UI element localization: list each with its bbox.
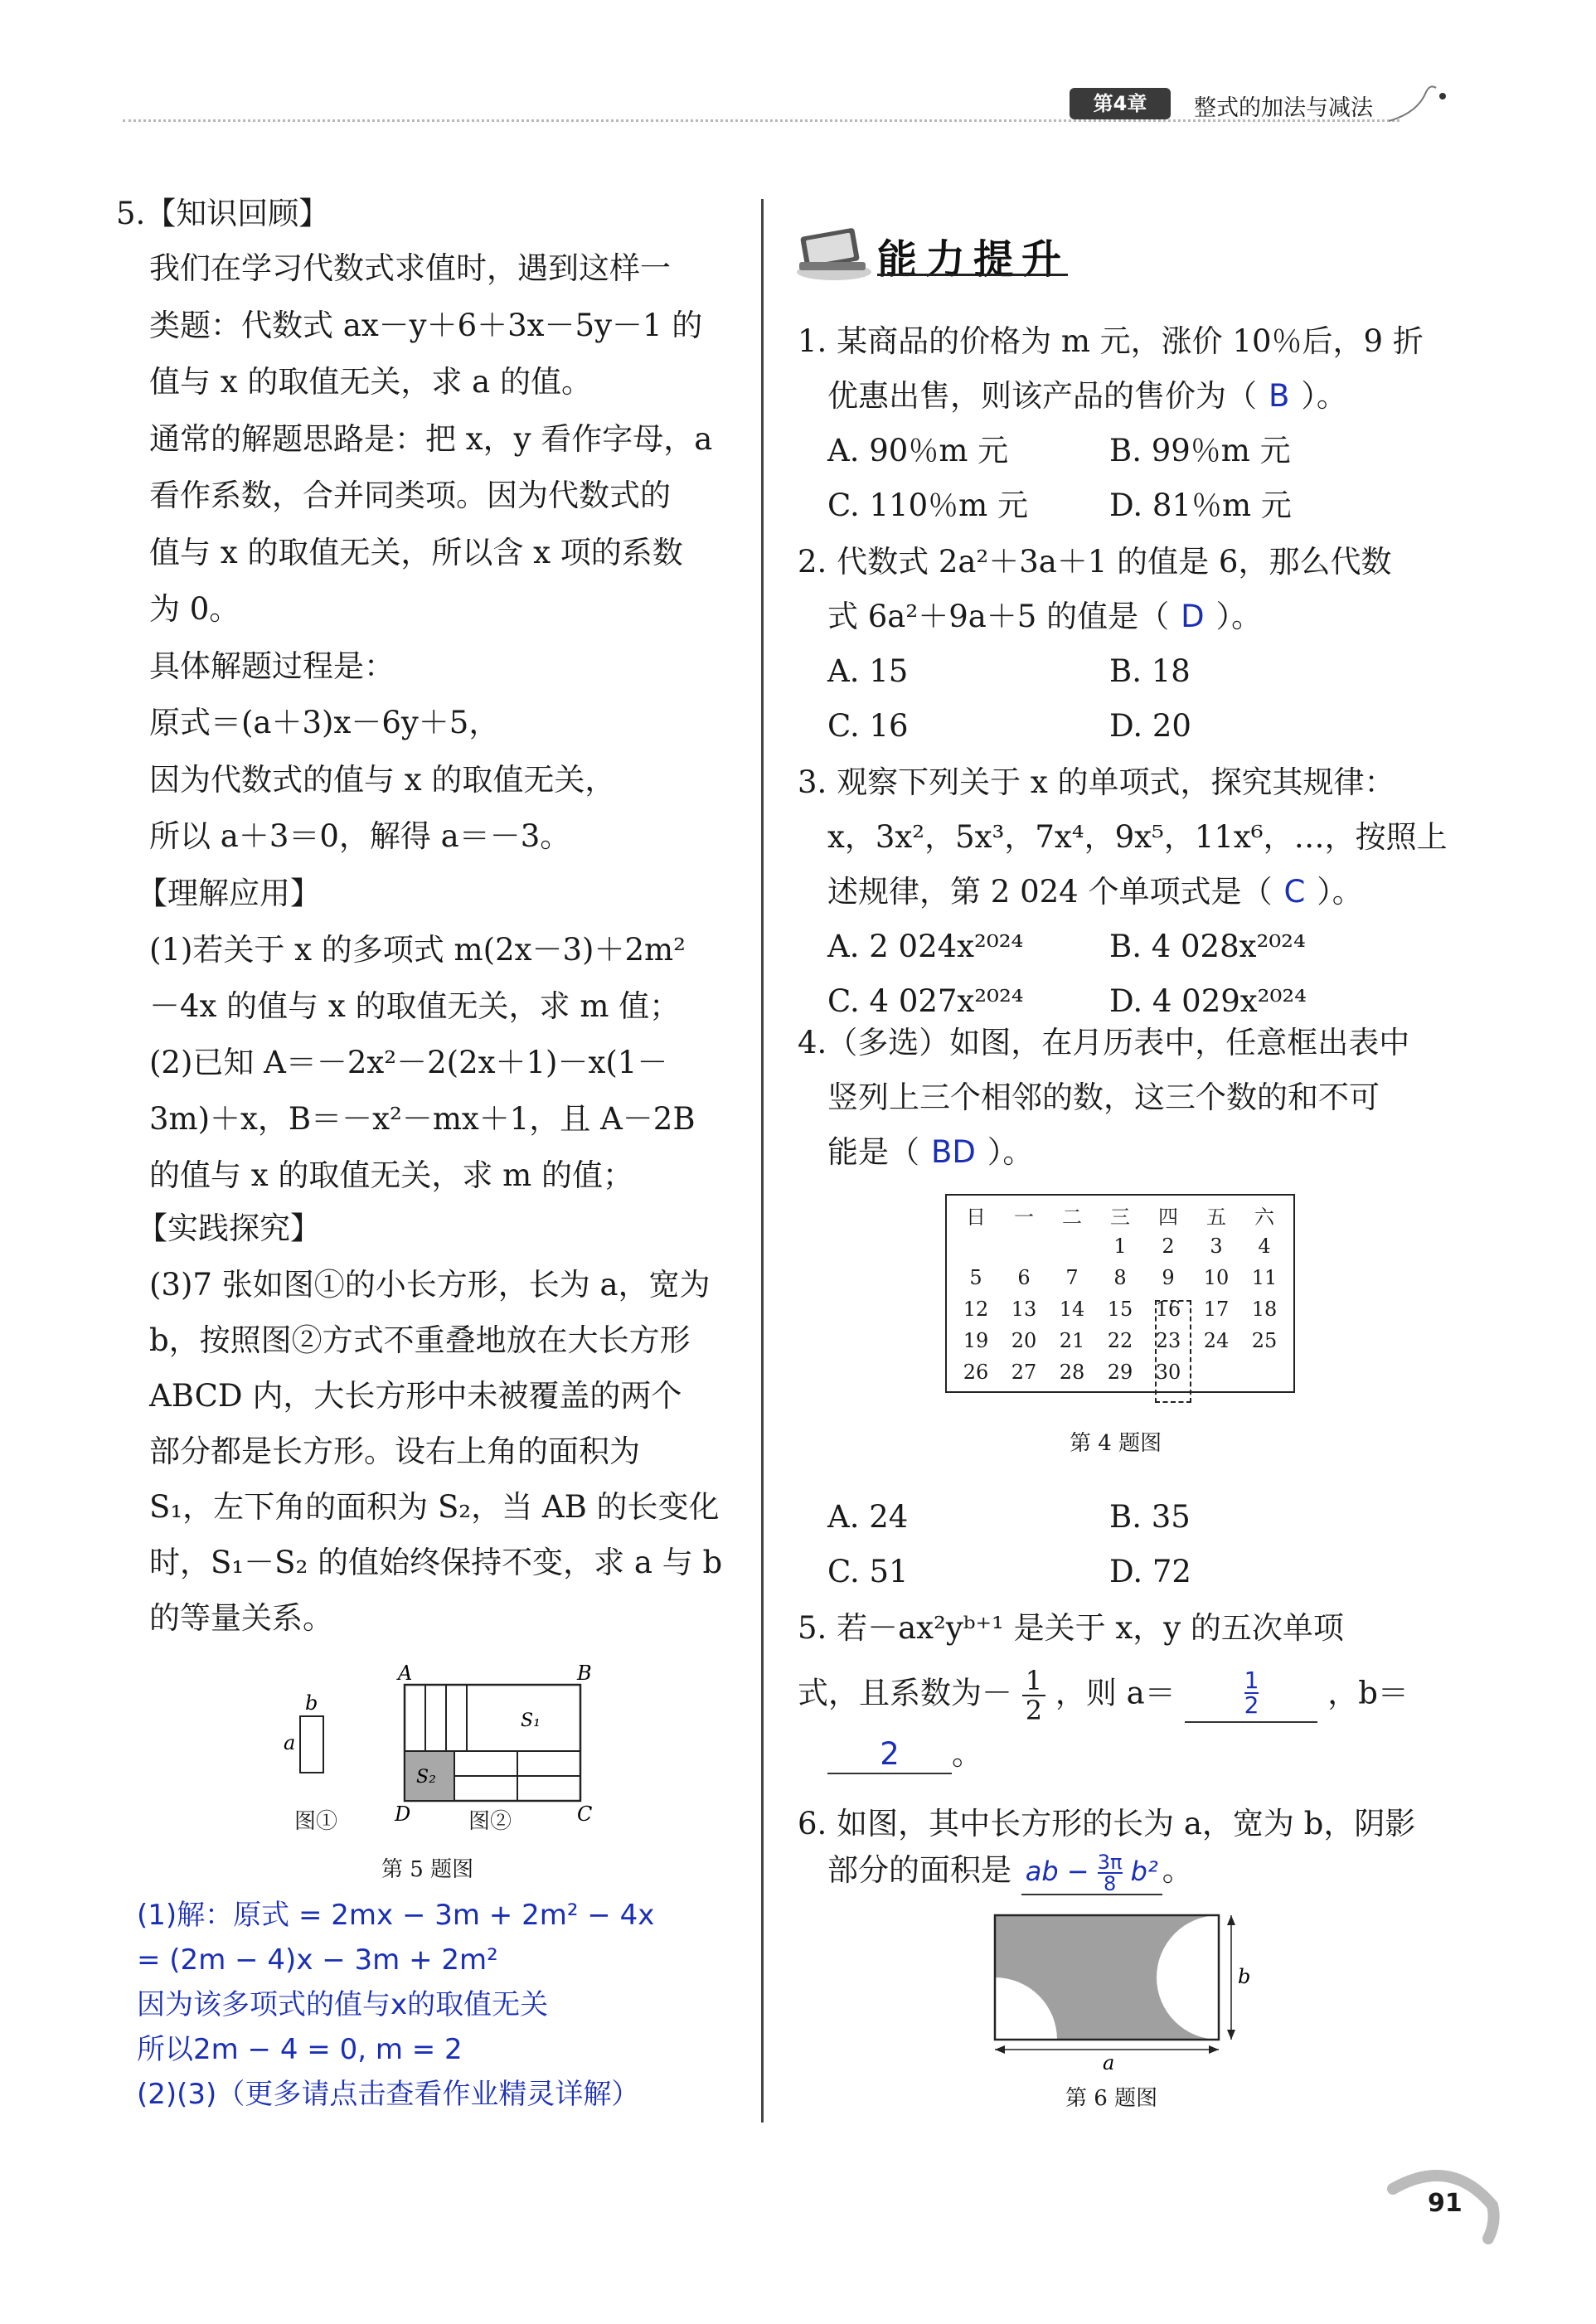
q4-line: 竖列上三个相邻的数，这三个数的和不可 <box>827 1080 1380 1115</box>
calendar-weekday: 一 <box>1014 1205 1034 1229</box>
q6-line2: 部分的面积是 ab − $\frac{3\pi}{8}$ b² 。 <box>827 1851 1193 1895</box>
calendar-day: 11 <box>1251 1266 1278 1289</box>
calendar-day: 27 <box>1011 1361 1037 1384</box>
q4-option-D: D. 72 <box>1109 1554 1191 1589</box>
fig2-caption: 图② <box>468 1809 512 1834</box>
calendar-day: 15 <box>1107 1298 1133 1321</box>
calendar-day: 8 <box>1113 1266 1127 1289</box>
calendar-day <box>952 1230 1000 1262</box>
calendar-day: 4 <box>1258 1235 1271 1258</box>
review-line: 为 0。 <box>149 591 240 627</box>
calendar-day: 2 <box>1162 1235 1175 1258</box>
option-A: A. 2 024x²⁰²⁴ <box>827 929 1024 964</box>
review-line: 具体解题过程是： <box>149 648 395 684</box>
fig2-label-S1: S₁ <box>521 1710 541 1731</box>
understand-line: －4x 的值与 x 的取值无关，求 m 值； <box>149 988 681 1024</box>
q6-label-a: a <box>1103 2051 1115 2073</box>
calendar-day <box>1240 1356 1288 1388</box>
calendar-day: 26 <box>963 1361 989 1384</box>
review-line: 原式＝(a＋3)x－6y＋5， <box>149 705 500 740</box>
calendar-day: 7 <box>1065 1266 1079 1289</box>
option-D: D. 4 029x²⁰²⁴ <box>1109 983 1307 1019</box>
q6-answer: ab − $\frac{3\pi}{8}$ b² <box>1021 1852 1162 1895</box>
review-line: 类题：代数式 ax－y＋6＋3x－5y－1 的 <box>149 307 703 343</box>
option-C: C. 16 <box>827 708 909 744</box>
practice-line: 时，S₁－S₂ 的值始终保持不变，求 a 与 b <box>149 1545 723 1580</box>
calendar-dashed-frame <box>1155 1300 1191 1403</box>
practice-line: ABCD 内，大长方形中未被覆盖的两个 <box>149 1378 682 1414</box>
review-line: 我们在学习代数式求值时，遇到这样一 <box>149 250 671 286</box>
column-divider <box>761 199 764 2123</box>
practice-line: (3)7 张如图①的小长方形，长为 a，宽为 <box>149 1267 711 1303</box>
understand-line: 的值与 x 的取值无关，求 m 的值； <box>149 1157 633 1193</box>
q5r-line3: 2 。 <box>827 1736 982 1774</box>
chapter-title: 整式的加法与减法 <box>1194 95 1373 121</box>
calendar-weekday: 六 <box>1254 1205 1274 1229</box>
q5-answer-b: 2 <box>880 1736 900 1772</box>
option-C: C. 110％m 元 <box>827 488 1028 523</box>
q5-answer-a: $\frac{1}{2}$ <box>1244 1666 1259 1719</box>
q1-line: 优惠出售，则该产品的售价为（ B ）。 <box>827 378 1347 414</box>
calendar-day: 19 <box>963 1329 989 1352</box>
calendar-day: 14 <box>1059 1298 1085 1321</box>
q6-label-b: b <box>1238 1965 1251 1988</box>
q4-line: 4.（多选）如图，在月历表中，任意框出表中 <box>798 1025 1410 1060</box>
understand-line: (1)若关于 x 的多项式 m(2x－3)＋2m² <box>149 932 686 968</box>
fig2-label-A: A <box>398 1662 413 1685</box>
answer-choice: B <box>1269 378 1290 414</box>
answer-choice: D <box>1181 599 1205 634</box>
calendar-day: 10 <box>1203 1266 1230 1289</box>
calendar-day: 3 <box>1210 1235 1223 1258</box>
header-swirl-icon <box>1385 80 1451 129</box>
solution-line: (1)解：原式 = 2mx − 3m + 2m² − 4x <box>137 1899 655 1932</box>
option-D: D. 20 <box>1109 708 1191 744</box>
practice-line: 部分都是长方形。设右上角的面积为 <box>149 1434 640 1469</box>
q6-figure-caption: 第 6 题图 <box>1065 2086 1158 2111</box>
calendar-day: 28 <box>1059 1361 1085 1384</box>
q5-figure-caption: 第 5 题图 <box>381 1857 474 1882</box>
practice-line: 的等量关系。 <box>149 1600 333 1636</box>
review-line: 所以 a＋3＝0，解得 a＝－3。 <box>149 818 571 854</box>
section-banner <box>794 219 1101 285</box>
fig1-small-rect <box>300 1716 323 1773</box>
calendar-day: 16 <box>1155 1298 1181 1321</box>
calendar-weekday: 日 <box>966 1205 986 1229</box>
section-title: 能力提升 <box>877 236 1070 283</box>
calendar-day <box>1048 1230 1096 1262</box>
calendar-day: 12 <box>963 1298 989 1321</box>
q3-line: 述规律，第 2 024 个单项式是（ C ）。 <box>827 874 1363 910</box>
option-C: C. 4 027x²⁰²⁴ <box>827 983 1024 1019</box>
solution-line: = (2m − 4)x − 3m + 2m² <box>137 1943 498 1977</box>
chapter-badge: 第4章 <box>1070 88 1171 119</box>
q5-title: 5.【知识回顾】 <box>116 196 330 231</box>
fig2-label-S2: S₂ <box>416 1767 436 1788</box>
q5r-line1: 5. 若－ax²yᵇ⁺¹ 是关于 x，y 的五次单项 <box>798 1610 1344 1646</box>
q5-answer-a-blank <box>1185 1666 1317 1723</box>
calendar-day: 23 <box>1155 1329 1181 1352</box>
solution-line: 因为该多项式的值与x的取值无关 <box>137 1988 549 2021</box>
calendar-weekday: 五 <box>1206 1205 1226 1229</box>
review-line: 看作系数，合并同类项。因为代数式的 <box>149 478 671 513</box>
calendar-day: 6 <box>1017 1266 1031 1289</box>
option-B: B. 4 028x²⁰²⁴ <box>1109 929 1306 964</box>
calendar-day: 13 <box>1011 1298 1037 1321</box>
review-line: 因为代数式的值与 x 的取值无关， <box>149 761 616 798</box>
understand-line: 3m)＋x，B＝－x²－mx＋1，且 A－2B <box>149 1101 696 1137</box>
q4-line: 能是（ BD ）。 <box>827 1134 1034 1170</box>
calendar-weekday: 三 <box>1110 1205 1130 1229</box>
solution-line: 所以2m − 4 = 0, m = 2 <box>137 2033 463 2066</box>
understand-title: 【理解应用】 <box>137 876 321 911</box>
q4-figure-caption: 第 4 题图 <box>1070 1431 1162 1456</box>
calendar-weekday: 四 <box>1158 1205 1178 1229</box>
review-line: 通常的解题思路是：把 x，y 看作字母，a <box>149 420 713 457</box>
q3-line: x，3x²，5x³，7x⁴，9x⁵，11x⁶，…，按照上 <box>827 819 1448 855</box>
fig1-label-a: a <box>284 1731 296 1754</box>
q4-option-A: A. 24 <box>827 1499 909 1535</box>
calendar-weekday: 二 <box>1062 1205 1082 1229</box>
option-B: B. 18 <box>1109 653 1191 689</box>
practice-line: S₁，左下角的面积为 S₂，当 AB 的长变化 <box>149 1489 720 1525</box>
calendar-day: 1 <box>1113 1235 1127 1258</box>
q2-line: 2. 代数式 2a²＋3a＋1 的值是 6，那么代数 <box>798 544 1392 580</box>
review-line: 值与 x 的取值无关，求 a 的值。 <box>149 364 592 400</box>
option-D: D. 81％m 元 <box>1109 488 1292 523</box>
q4-option-C: C. 51 <box>827 1554 909 1589</box>
calendar-day: 24 <box>1203 1329 1230 1352</box>
page-number: 91 <box>1428 2189 1463 2218</box>
practice-line: b，按照图②方式不重叠地放在大长方形 <box>149 1322 691 1358</box>
calendar-day: 9 <box>1162 1266 1175 1289</box>
calendar-day: 22 <box>1107 1329 1133 1352</box>
q5-answer-b-blank <box>827 1736 952 1774</box>
laptop-icon <box>794 222 873 282</box>
calendar-day <box>1192 1356 1240 1388</box>
calendar-day: 5 <box>969 1266 982 1289</box>
option-A: A. 90％m 元 <box>827 433 1009 468</box>
q3-line: 3. 观察下列关于 x 的单项式，探究其规律： <box>798 764 1395 800</box>
calendar-day: 25 <box>1251 1329 1278 1352</box>
solution-line: (2)(3)（更多请点击查看作业精灵详解） <box>137 2078 640 2111</box>
calendar-day: 30 <box>1155 1361 1181 1384</box>
calendar-day: 21 <box>1059 1329 1085 1352</box>
calendar-day: 17 <box>1203 1298 1230 1321</box>
calendar-day: 20 <box>1011 1329 1037 1352</box>
calendar-day: 18 <box>1251 1298 1278 1321</box>
fig2-label-B: B <box>577 1662 592 1685</box>
q2-line: 式 6a²＋9a＋5 的值是（ D ）。 <box>827 599 1263 634</box>
option-B: B. 99％m 元 <box>1109 433 1291 468</box>
fig2-label-D: D <box>395 1802 411 1826</box>
q5r-line2: 式，且系数为－ $\frac{1}{2}$ ，则 a＝ $\frac{1}{2}$ ，b＝ <box>798 1665 1409 1726</box>
q6-line1: 6. 如图，其中长方形的长为 a，宽为 b，阴影 <box>798 1806 1416 1841</box>
q6-figure <box>978 1907 1260 2073</box>
coef-fraction: $\frac{1}{2}$ <box>1022 1667 1045 1725</box>
fig1-caption: 图① <box>294 1809 338 1834</box>
practice-title: 【实践探究】 <box>137 1211 321 1246</box>
calendar-day <box>1000 1230 1048 1262</box>
calendar-day: 29 <box>1107 1361 1133 1384</box>
q1-line: 1. 某商品的价格为 m 元，涨价 10％后，9 折 <box>798 323 1424 359</box>
understand-line: (2)已知 A＝－2x²－2(2x＋1)－x(1－ <box>149 1045 668 1080</box>
calendar-table <box>945 1194 1295 1393</box>
fig1-label-b: b <box>305 1691 318 1715</box>
fig2-label-C: C <box>577 1802 593 1826</box>
answer-choice: BD <box>931 1134 976 1170</box>
review-line: 值与 x 的取值无关，所以含 x 项的系数 <box>149 534 683 570</box>
q4-option-B: B. 35 <box>1109 1499 1191 1535</box>
answer-choice: C <box>1283 874 1306 910</box>
option-A: A. 15 <box>827 653 909 689</box>
